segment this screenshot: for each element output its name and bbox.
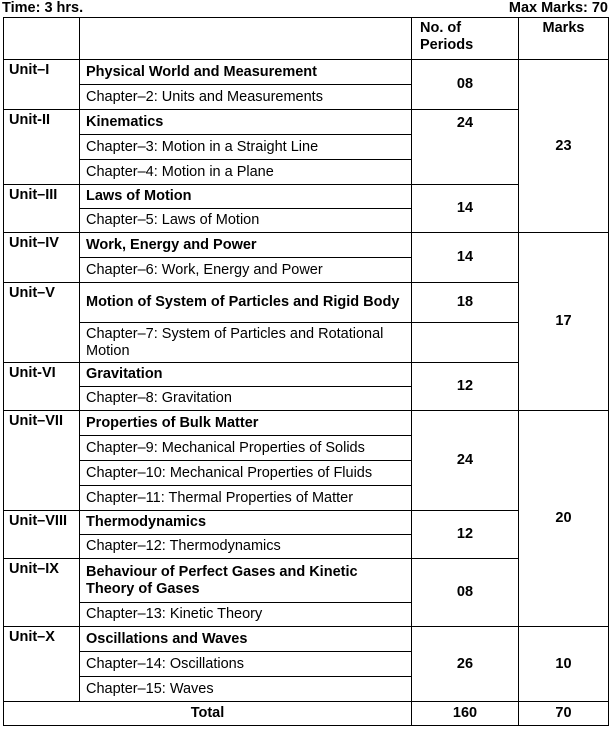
unit-title: Physical World and Measurement (80, 60, 412, 85)
table-row (4, 411, 609, 436)
periods-column-header: No. of Periods (412, 18, 519, 60)
max-marks-label: Max Marks: 70 (508, 0, 608, 16)
periods-value: 26 (412, 627, 519, 702)
chapter-name: Chapter–10: Mechanical Properties of Fluids (80, 461, 412, 486)
table-row (4, 185, 609, 209)
unit-label: Unit–IX (4, 559, 80, 627)
syllabus-table (3, 17, 609, 726)
time-label: Time: 3 hrs. (2, 0, 84, 16)
unit-label: Unit–IV (4, 233, 80, 283)
chapter-name: Chapter–6: Work, Energy and Power (80, 258, 412, 283)
periods-value: 14 (412, 233, 519, 283)
unit-title: Kinematics (80, 110, 412, 135)
unit-title: Properties of Bulk Matter (80, 411, 412, 436)
unit-label: Unit–III (4, 185, 80, 233)
table-row (4, 323, 609, 363)
unit-label: Unit–X (4, 627, 80, 702)
periods-value: 24 (412, 110, 519, 185)
total-row (4, 702, 609, 726)
chapter-name: Chapter–12: Thermodynamics (80, 535, 412, 559)
chapter-name: Chapter–2: Units and Measurements (80, 85, 412, 110)
table-row (4, 60, 609, 85)
marks-value: 23 (519, 60, 609, 233)
marks-column-header: Marks (519, 18, 609, 60)
chapter-name: Chapter–4: Motion in a Plane (80, 160, 412, 185)
table-row (4, 627, 609, 652)
unit-label: Unit–VII (4, 411, 80, 511)
table-header-row (4, 18, 609, 60)
chapter-name: Chapter–14: Oscillations (80, 652, 412, 677)
unit-title: Behaviour of Perfect Gases and Kinetic Theory of Gases (80, 559, 412, 603)
marks-value: 10 (519, 627, 609, 702)
table-row (4, 110, 609, 135)
table-row (4, 559, 609, 603)
unit-title: Thermodynamics (80, 511, 412, 535)
unit-label: Unit–I (4, 60, 80, 110)
header-blank-cell (4, 18, 80, 60)
marks-value: 20 (519, 411, 609, 627)
table-row (4, 363, 609, 387)
periods-value: 24 (412, 411, 519, 511)
periods-value: 12 (412, 511, 519, 559)
periods-value: 12 (412, 363, 519, 411)
periods-value: 08 (412, 60, 519, 110)
empty-cell (412, 323, 519, 363)
unit-label: Unit–VIII (4, 511, 80, 559)
chapter-name: Chapter–7: System of Particles and Rotational Motion (80, 323, 412, 363)
table-row (4, 233, 609, 258)
periods-value: 14 (412, 185, 519, 233)
total-marks: 70 (519, 702, 609, 726)
total-label: Total (4, 702, 412, 726)
header-blank-cell (80, 18, 412, 60)
table-row (4, 511, 609, 535)
periods-value: 18 (412, 283, 519, 323)
marks-value: 17 (519, 233, 609, 411)
chapter-name: Chapter–11: Thermal Properties of Matter (80, 486, 412, 511)
chapter-name: Chapter–8: Gravitation (80, 387, 412, 411)
chapter-name: Chapter–5: Laws of Motion (80, 209, 412, 233)
chapter-name: Chapter–3: Motion in a Straight Line (80, 135, 412, 160)
chapter-name: Chapter–9: Mechanical Properties of Solids (80, 436, 412, 461)
chapter-name: Chapter–15: Waves (80, 677, 412, 702)
chapter-name: Chapter–13: Kinetic Theory (80, 603, 412, 627)
unit-title: Oscillations and Waves (80, 627, 412, 652)
unit-label: Unit-II (4, 110, 80, 185)
unit-title: Work, Energy and Power (80, 233, 412, 258)
total-periods: 160 (412, 702, 519, 726)
unit-title: Gravitation (80, 363, 412, 387)
table-row (4, 283, 609, 323)
unit-label: Unit–V (4, 283, 80, 363)
unit-label: Unit-VI (4, 363, 80, 411)
unit-title: Motion of System of Particles and Rigid Body (80, 283, 412, 323)
unit-title: Laws of Motion (80, 185, 412, 209)
periods-value: 08 (412, 559, 519, 627)
